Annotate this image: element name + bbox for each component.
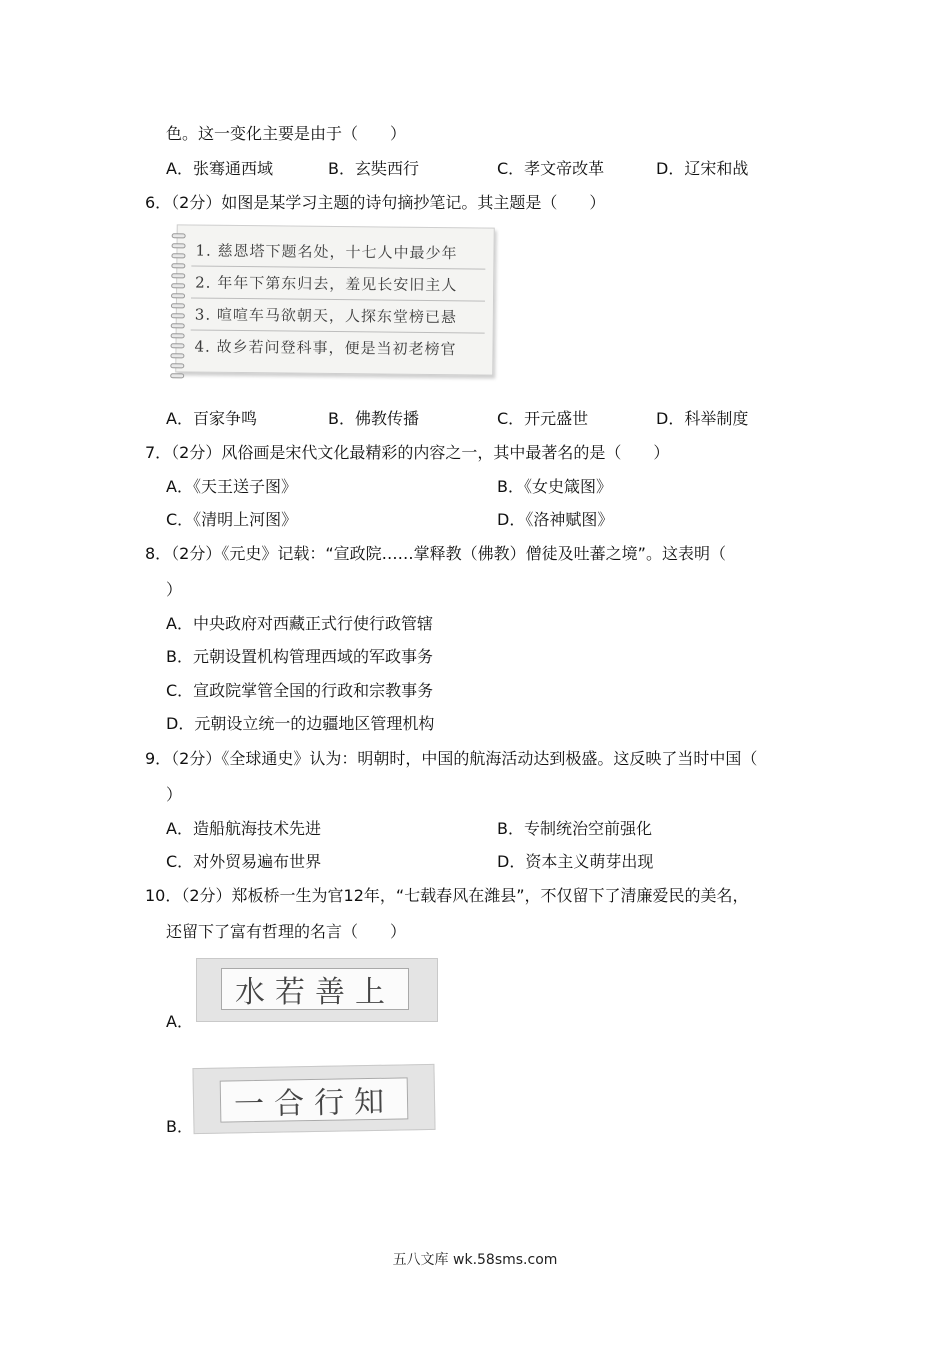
q5-option-a: A．张骞通西域 [166,159,273,178]
page-footer: 五八文库 wk.58sms.com [392,1252,558,1268]
q10-plaque-b-image [192,1064,435,1134]
q10-plaque-a-image [196,958,438,1022]
q5-option-b: B．玄奘西行 [328,159,419,178]
q7-stem: 7．（2分）风俗画是宋代文化最精彩的内容之一，其中最著名的是（ ） [145,443,670,462]
notebook-spiral-icon [170,233,186,383]
q8-option-c: C．宣政院掌管全国的行政和宗教事务 [166,681,434,700]
q8-stem-continuation: ） [166,580,183,599]
q6-option-b: B．佛教传播 [328,409,419,428]
note-line-1: 1. 慈恩塔下题名处，十七人中最少年 [195,241,458,263]
q9-stem: 9．（2分）《全球通史》认为：明朝时，中国的航海活动达到极盛。这反映了当时中国（ [145,749,758,768]
q6-option-d: D．科举制度 [656,409,749,428]
q7-option-a: A．《天王送子图》 [166,477,297,496]
note-line-3: 3. 喧喧车马欲朝天，人探东堂榜已悬 [194,305,458,327]
plaque-b-text: 一合行知 [220,1077,409,1122]
q6-notebook-image [175,224,495,375]
q9-option-a: A．造船航海技术先进 [166,819,321,838]
q10-stem-continuation: 还留下了富有哲理的名言（ ） [166,922,407,941]
q5-stem-continuation: 色。这一变化主要是由于（ ） [166,124,407,143]
note-line-4: 4. 故乡若问登科事，便是当初老榜官 [194,337,457,359]
q9-stem-continuation: ） [166,785,183,804]
q10-option-b-label: B． [166,1117,193,1136]
plaque-a-text: 水若善上 [221,968,409,1010]
q8-option-b: B．元朝设置机构管理西域的军政事务 [166,647,433,666]
q8-option-a: A．中央政府对西藏正式行使行政管辖 [166,614,433,633]
q8-option-d: D．元朝设立统一的边疆地区管理机构 [166,714,435,733]
q6-stem: 6．（2分）如图是某学习主题的诗句摘抄笔记。其主题是（ ） [145,193,606,212]
q8-stem: 8．（2分）《元史》记载：“宣政院……掌释教（佛教）僧徒及吐蕃之境”。这表明（ [145,544,726,563]
q10-option-a-label: A． [166,1012,193,1031]
q7-option-d: D．《洛神赋图》 [497,510,614,529]
q5-option-d: D．辽宋和战 [656,159,749,178]
note-line-2: 2. 年年下第东归去，羞见长安旧主人 [195,273,458,295]
q6-option-c: C．开元盛世 [497,409,589,428]
q9-option-d: D．资本主义萌芽出现 [497,852,654,871]
q9-option-c: C．对外贸易遍布世界 [166,852,322,871]
q10-stem: 10．（2分）郑板桥一生为官12年，“七载春风在潍县”，不仅留下了清廉爱民的美名， [145,886,749,905]
q5-option-c: C．孝文帝改革 [497,159,605,178]
q7-option-c: C．《清明上河图》 [166,510,298,529]
q6-option-a: A．百家争鸣 [166,409,257,428]
q7-option-b: B．《女史箴图》 [497,477,612,496]
q9-option-b: B．专制统治空前强化 [497,819,652,838]
